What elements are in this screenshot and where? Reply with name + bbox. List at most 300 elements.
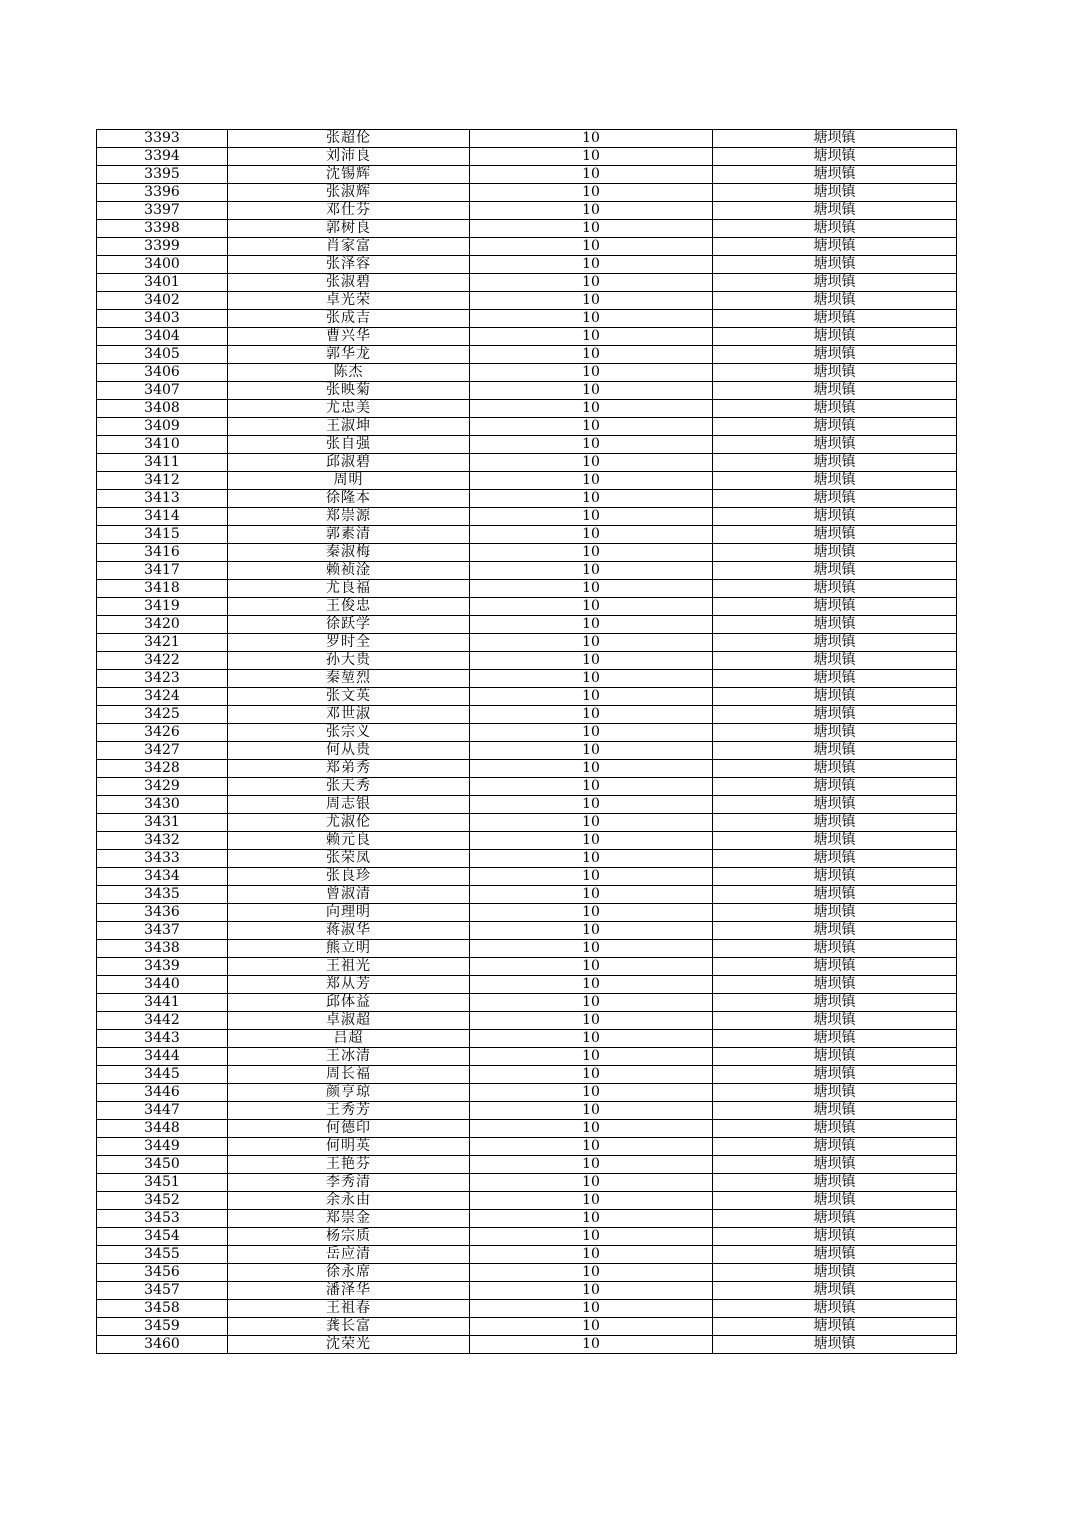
row-number-cell: 3443 — [97, 1030, 228, 1048]
amount-cell: 10 — [470, 1264, 713, 1282]
row-number-cell: 3452 — [97, 1192, 228, 1210]
amount-cell: 10 — [470, 1048, 713, 1066]
row-number-cell: 3441 — [97, 994, 228, 1012]
row-number-cell: 3432 — [97, 832, 228, 850]
amount-cell: 10 — [470, 1030, 713, 1048]
row-number-cell: 3422 — [97, 652, 228, 670]
row-number-cell: 3433 — [97, 850, 228, 868]
town-cell: 塘坝镇 — [713, 1336, 957, 1354]
row-number-cell: 3406 — [97, 364, 228, 382]
row-number-cell: 3399 — [97, 238, 228, 256]
row-number-cell: 3426 — [97, 724, 228, 742]
amount-cell: 10 — [470, 292, 713, 310]
name-cell: 王祖光 — [228, 958, 470, 976]
name-cell: 王艳芬 — [228, 1156, 470, 1174]
table-row — [97, 1228, 957, 1246]
row-number-cell: 3440 — [97, 976, 228, 994]
amount-cell: 10 — [470, 922, 713, 940]
table-row — [97, 832, 957, 850]
row-number-cell: 3412 — [97, 472, 228, 490]
row-number-cell: 3430 — [97, 796, 228, 814]
amount-cell: 10 — [470, 634, 713, 652]
amount-cell: 10 — [470, 940, 713, 958]
town-cell: 塘坝镇 — [713, 994, 957, 1012]
row-number-cell: 3427 — [97, 742, 228, 760]
town-cell: 塘坝镇 — [713, 346, 957, 364]
amount-cell: 10 — [470, 436, 713, 454]
name-cell: 颜亨琼 — [228, 1084, 470, 1102]
row-number-cell: 3457 — [97, 1282, 228, 1300]
name-cell: 罗时全 — [228, 634, 470, 652]
town-cell: 塘坝镇 — [713, 1156, 957, 1174]
row-number-cell: 3445 — [97, 1066, 228, 1084]
town-cell: 塘坝镇 — [713, 832, 957, 850]
town-cell: 塘坝镇 — [713, 1102, 957, 1120]
name-cell: 郭华龙 — [228, 346, 470, 364]
name-cell: 向理明 — [228, 904, 470, 922]
table-row — [97, 508, 957, 526]
table-row — [97, 688, 957, 706]
roster-table-body — [97, 130, 957, 1354]
row-number-cell: 3429 — [97, 778, 228, 796]
table-row — [97, 274, 957, 292]
table-row — [97, 166, 957, 184]
name-cell: 赖元良 — [228, 832, 470, 850]
amount-cell: 10 — [470, 598, 713, 616]
table-row — [97, 148, 957, 166]
town-cell: 塘坝镇 — [713, 400, 957, 418]
table-row — [97, 724, 957, 742]
row-number-cell: 3407 — [97, 382, 228, 400]
town-cell: 塘坝镇 — [713, 454, 957, 472]
town-cell: 塘坝镇 — [713, 508, 957, 526]
amount-cell: 10 — [470, 472, 713, 490]
name-cell: 张淑辉 — [228, 184, 470, 202]
amount-cell: 10 — [470, 238, 713, 256]
amount-cell: 10 — [470, 994, 713, 1012]
amount-cell: 10 — [470, 562, 713, 580]
amount-cell: 10 — [470, 850, 713, 868]
row-number-cell: 3449 — [97, 1138, 228, 1156]
table-row — [97, 346, 957, 364]
town-cell: 塘坝镇 — [713, 958, 957, 976]
name-cell: 卓淑超 — [228, 1012, 470, 1030]
table-row — [97, 976, 957, 994]
row-number-cell: 3421 — [97, 634, 228, 652]
amount-cell: 10 — [470, 526, 713, 544]
amount-cell: 10 — [470, 256, 713, 274]
table-row — [97, 868, 957, 886]
amount-cell: 10 — [470, 130, 713, 148]
row-number-cell: 3460 — [97, 1336, 228, 1354]
amount-cell: 10 — [470, 832, 713, 850]
table-row — [97, 1282, 957, 1300]
town-cell: 塘坝镇 — [713, 202, 957, 220]
table-row — [97, 238, 957, 256]
amount-cell: 10 — [470, 400, 713, 418]
table-row — [97, 400, 957, 418]
name-cell: 岳应清 — [228, 1246, 470, 1264]
town-cell: 塘坝镇 — [713, 526, 957, 544]
row-number-cell: 3402 — [97, 292, 228, 310]
table-row — [97, 184, 957, 202]
name-cell: 张映菊 — [228, 382, 470, 400]
name-cell: 邓世淑 — [228, 706, 470, 724]
table-row — [97, 940, 957, 958]
row-number-cell: 3459 — [97, 1318, 228, 1336]
row-number-cell: 3423 — [97, 670, 228, 688]
row-number-cell: 3398 — [97, 220, 228, 238]
amount-cell: 10 — [470, 670, 713, 688]
table-row — [97, 598, 957, 616]
town-cell: 塘坝镇 — [713, 328, 957, 346]
row-number-cell: 3446 — [97, 1084, 228, 1102]
table-row — [97, 706, 957, 724]
name-cell: 张天秀 — [228, 778, 470, 796]
town-cell: 塘坝镇 — [713, 418, 957, 436]
name-cell: 王冰清 — [228, 1048, 470, 1066]
town-cell: 塘坝镇 — [713, 310, 957, 328]
table-row — [97, 814, 957, 832]
table-row — [97, 994, 957, 1012]
town-cell: 塘坝镇 — [713, 634, 957, 652]
table-row — [97, 904, 957, 922]
town-cell: 塘坝镇 — [713, 220, 957, 238]
table-row — [97, 958, 957, 976]
name-cell: 徐跃学 — [228, 616, 470, 634]
name-cell: 刘沛良 — [228, 148, 470, 166]
name-cell: 尤良福 — [228, 580, 470, 598]
name-cell: 蒋淑华 — [228, 922, 470, 940]
name-cell: 张宗义 — [228, 724, 470, 742]
town-cell: 塘坝镇 — [713, 436, 957, 454]
town-cell: 塘坝镇 — [713, 598, 957, 616]
amount-cell: 10 — [470, 742, 713, 760]
amount-cell: 10 — [470, 1138, 713, 1156]
amount-cell: 10 — [470, 328, 713, 346]
row-number-cell: 3418 — [97, 580, 228, 598]
town-cell: 塘坝镇 — [713, 166, 957, 184]
town-cell: 塘坝镇 — [713, 868, 957, 886]
name-cell: 孙大贵 — [228, 652, 470, 670]
name-cell: 何明英 — [228, 1138, 470, 1156]
town-cell: 塘坝镇 — [713, 976, 957, 994]
amount-cell: 10 — [470, 454, 713, 472]
amount-cell: 10 — [470, 1336, 713, 1354]
town-cell: 塘坝镇 — [713, 1282, 957, 1300]
row-number-cell: 3447 — [97, 1102, 228, 1120]
name-cell: 沈荣光 — [228, 1336, 470, 1354]
roster-table — [96, 129, 957, 1354]
row-number-cell: 3415 — [97, 526, 228, 544]
amount-cell: 10 — [470, 814, 713, 832]
amount-cell: 10 — [470, 364, 713, 382]
town-cell: 塘坝镇 — [713, 1030, 957, 1048]
amount-cell: 10 — [470, 868, 713, 886]
name-cell: 曹兴华 — [228, 328, 470, 346]
row-number-cell: 3409 — [97, 418, 228, 436]
amount-cell: 10 — [470, 184, 713, 202]
town-cell: 塘坝镇 — [713, 1246, 957, 1264]
table-row — [97, 1192, 957, 1210]
row-number-cell: 3455 — [97, 1246, 228, 1264]
town-cell: 塘坝镇 — [713, 670, 957, 688]
table-row — [97, 1120, 957, 1138]
name-cell: 王淑坤 — [228, 418, 470, 436]
town-cell: 塘坝镇 — [713, 778, 957, 796]
table-row — [97, 1048, 957, 1066]
table-row — [97, 454, 957, 472]
table-row — [97, 1174, 957, 1192]
town-cell: 塘坝镇 — [713, 490, 957, 508]
amount-cell: 10 — [470, 1282, 713, 1300]
row-number-cell: 3408 — [97, 400, 228, 418]
row-number-cell: 3436 — [97, 904, 228, 922]
town-cell: 塘坝镇 — [713, 382, 957, 400]
row-number-cell: 3405 — [97, 346, 228, 364]
table-row — [97, 1102, 957, 1120]
amount-cell: 10 — [470, 796, 713, 814]
name-cell: 杨宗质 — [228, 1228, 470, 1246]
row-number-cell: 3442 — [97, 1012, 228, 1030]
table-row — [97, 418, 957, 436]
table-row — [97, 256, 957, 274]
amount-cell: 10 — [470, 490, 713, 508]
town-cell: 塘坝镇 — [713, 1138, 957, 1156]
amount-cell: 10 — [470, 760, 713, 778]
town-cell: 塘坝镇 — [713, 1300, 957, 1318]
row-number-cell: 3448 — [97, 1120, 228, 1138]
table-row — [97, 292, 957, 310]
table-row — [97, 778, 957, 796]
name-cell: 张自强 — [228, 436, 470, 454]
name-cell: 赖祯淦 — [228, 562, 470, 580]
town-cell: 塘坝镇 — [713, 562, 957, 580]
town-cell: 塘坝镇 — [713, 1228, 957, 1246]
row-number-cell: 3454 — [97, 1228, 228, 1246]
town-cell: 塘坝镇 — [713, 130, 957, 148]
amount-cell: 10 — [470, 418, 713, 436]
row-number-cell: 3435 — [97, 886, 228, 904]
amount-cell: 10 — [470, 1156, 713, 1174]
amount-cell: 10 — [470, 1174, 713, 1192]
table-row — [97, 1336, 957, 1354]
table-row — [97, 634, 957, 652]
town-cell: 塘坝镇 — [713, 580, 957, 598]
town-cell: 塘坝镇 — [713, 148, 957, 166]
table-row — [97, 472, 957, 490]
town-cell: 塘坝镇 — [713, 1084, 957, 1102]
row-number-cell: 3425 — [97, 706, 228, 724]
table-row — [97, 328, 957, 346]
town-cell: 塘坝镇 — [713, 688, 957, 706]
table-row — [97, 1156, 957, 1174]
amount-cell: 10 — [470, 346, 713, 364]
row-number-cell: 3393 — [97, 130, 228, 148]
town-cell: 塘坝镇 — [713, 256, 957, 274]
row-number-cell: 3397 — [97, 202, 228, 220]
name-cell: 张超伦 — [228, 130, 470, 148]
amount-cell: 10 — [470, 616, 713, 634]
amount-cell: 10 — [470, 148, 713, 166]
name-cell: 周明 — [228, 472, 470, 490]
amount-cell: 10 — [470, 1246, 713, 1264]
table-row — [97, 526, 957, 544]
row-number-cell: 3434 — [97, 868, 228, 886]
row-number-cell: 3458 — [97, 1300, 228, 1318]
town-cell: 塘坝镇 — [713, 796, 957, 814]
row-number-cell: 3420 — [97, 616, 228, 634]
amount-cell: 10 — [470, 508, 713, 526]
row-number-cell: 3438 — [97, 940, 228, 958]
town-cell: 塘坝镇 — [713, 1048, 957, 1066]
town-cell: 塘坝镇 — [713, 1066, 957, 1084]
table-row — [97, 670, 957, 688]
table-row — [97, 616, 957, 634]
town-cell: 塘坝镇 — [713, 850, 957, 868]
town-cell: 塘坝镇 — [713, 184, 957, 202]
table-row — [97, 364, 957, 382]
name-cell: 张荣凤 — [228, 850, 470, 868]
town-cell: 塘坝镇 — [713, 1174, 957, 1192]
amount-cell: 10 — [470, 724, 713, 742]
table-row — [97, 1030, 957, 1048]
name-cell: 郭树良 — [228, 220, 470, 238]
name-cell: 尤忠美 — [228, 400, 470, 418]
name-cell: 张成吉 — [228, 310, 470, 328]
amount-cell: 10 — [470, 1012, 713, 1030]
name-cell: 余永由 — [228, 1192, 470, 1210]
name-cell: 周志银 — [228, 796, 470, 814]
name-cell: 吕超 — [228, 1030, 470, 1048]
town-cell: 塘坝镇 — [713, 904, 957, 922]
name-cell: 郑崇金 — [228, 1210, 470, 1228]
table-row — [97, 850, 957, 868]
name-cell: 沈锡辉 — [228, 166, 470, 184]
table-row — [97, 310, 957, 328]
row-number-cell: 3424 — [97, 688, 228, 706]
amount-cell: 10 — [470, 886, 713, 904]
name-cell: 张淑碧 — [228, 274, 470, 292]
town-cell: 塘坝镇 — [713, 292, 957, 310]
name-cell: 王秀芳 — [228, 1102, 470, 1120]
name-cell: 陈杰 — [228, 364, 470, 382]
name-cell: 熊立明 — [228, 940, 470, 958]
name-cell: 李秀清 — [228, 1174, 470, 1192]
name-cell: 张泽容 — [228, 256, 470, 274]
name-cell: 王俊忠 — [228, 598, 470, 616]
amount-cell: 10 — [470, 544, 713, 562]
table-row — [97, 202, 957, 220]
amount-cell: 10 — [470, 1210, 713, 1228]
town-cell: 塘坝镇 — [713, 1318, 957, 1336]
amount-cell: 10 — [470, 904, 713, 922]
name-cell: 郑从芳 — [228, 976, 470, 994]
town-cell: 塘坝镇 — [713, 1012, 957, 1030]
amount-cell: 10 — [470, 202, 713, 220]
name-cell: 邱淑碧 — [228, 454, 470, 472]
amount-cell: 10 — [470, 976, 713, 994]
town-cell: 塘坝镇 — [713, 238, 957, 256]
town-cell: 塘坝镇 — [713, 922, 957, 940]
name-cell: 秦淑梅 — [228, 544, 470, 562]
table-row — [97, 1318, 957, 1336]
name-cell: 邱体益 — [228, 994, 470, 1012]
town-cell: 塘坝镇 — [713, 1264, 957, 1282]
row-number-cell: 3419 — [97, 598, 228, 616]
town-cell: 塘坝镇 — [713, 1210, 957, 1228]
name-cell: 肖家富 — [228, 238, 470, 256]
table-row — [97, 130, 957, 148]
amount-cell: 10 — [470, 220, 713, 238]
town-cell: 塘坝镇 — [713, 1120, 957, 1138]
row-number-cell: 3414 — [97, 508, 228, 526]
row-number-cell: 3403 — [97, 310, 228, 328]
name-cell: 尤淑伦 — [228, 814, 470, 832]
table-row — [97, 490, 957, 508]
amount-cell: 10 — [470, 166, 713, 184]
table-row — [97, 580, 957, 598]
name-cell: 秦堃烈 — [228, 670, 470, 688]
name-cell: 邓仕芬 — [228, 202, 470, 220]
town-cell: 塘坝镇 — [713, 742, 957, 760]
table-row — [97, 886, 957, 904]
table-row — [97, 760, 957, 778]
amount-cell: 10 — [470, 1102, 713, 1120]
town-cell: 塘坝镇 — [713, 814, 957, 832]
town-cell: 塘坝镇 — [713, 544, 957, 562]
name-cell: 周长福 — [228, 1066, 470, 1084]
town-cell: 塘坝镇 — [713, 472, 957, 490]
town-cell: 塘坝镇 — [713, 760, 957, 778]
town-cell: 塘坝镇 — [713, 274, 957, 292]
row-number-cell: 3411 — [97, 454, 228, 472]
amount-cell: 10 — [470, 706, 713, 724]
amount-cell: 10 — [470, 1066, 713, 1084]
amount-cell: 10 — [470, 382, 713, 400]
amount-cell: 10 — [470, 652, 713, 670]
amount-cell: 10 — [470, 1228, 713, 1246]
amount-cell: 10 — [470, 1318, 713, 1336]
town-cell: 塘坝镇 — [713, 364, 957, 382]
row-number-cell: 3404 — [97, 328, 228, 346]
row-number-cell: 3395 — [97, 166, 228, 184]
town-cell: 塘坝镇 — [713, 724, 957, 742]
name-cell: 张文英 — [228, 688, 470, 706]
amount-cell: 10 — [470, 1192, 713, 1210]
town-cell: 塘坝镇 — [713, 616, 957, 634]
row-number-cell: 3413 — [97, 490, 228, 508]
table-row — [97, 220, 957, 238]
row-number-cell: 3417 — [97, 562, 228, 580]
table-row — [97, 1012, 957, 1030]
table-row — [97, 922, 957, 940]
amount-cell: 10 — [470, 1300, 713, 1318]
amount-cell: 10 — [470, 688, 713, 706]
row-number-cell: 3410 — [97, 436, 228, 454]
table-row — [97, 1084, 957, 1102]
table-row — [97, 544, 957, 562]
town-cell: 塘坝镇 — [713, 706, 957, 724]
amount-cell: 10 — [470, 1120, 713, 1138]
name-cell: 郑崇源 — [228, 508, 470, 526]
table-row — [97, 562, 957, 580]
row-number-cell: 3456 — [97, 1264, 228, 1282]
row-number-cell: 3401 — [97, 274, 228, 292]
row-number-cell: 3444 — [97, 1048, 228, 1066]
table-row — [97, 382, 957, 400]
name-cell: 何德印 — [228, 1120, 470, 1138]
